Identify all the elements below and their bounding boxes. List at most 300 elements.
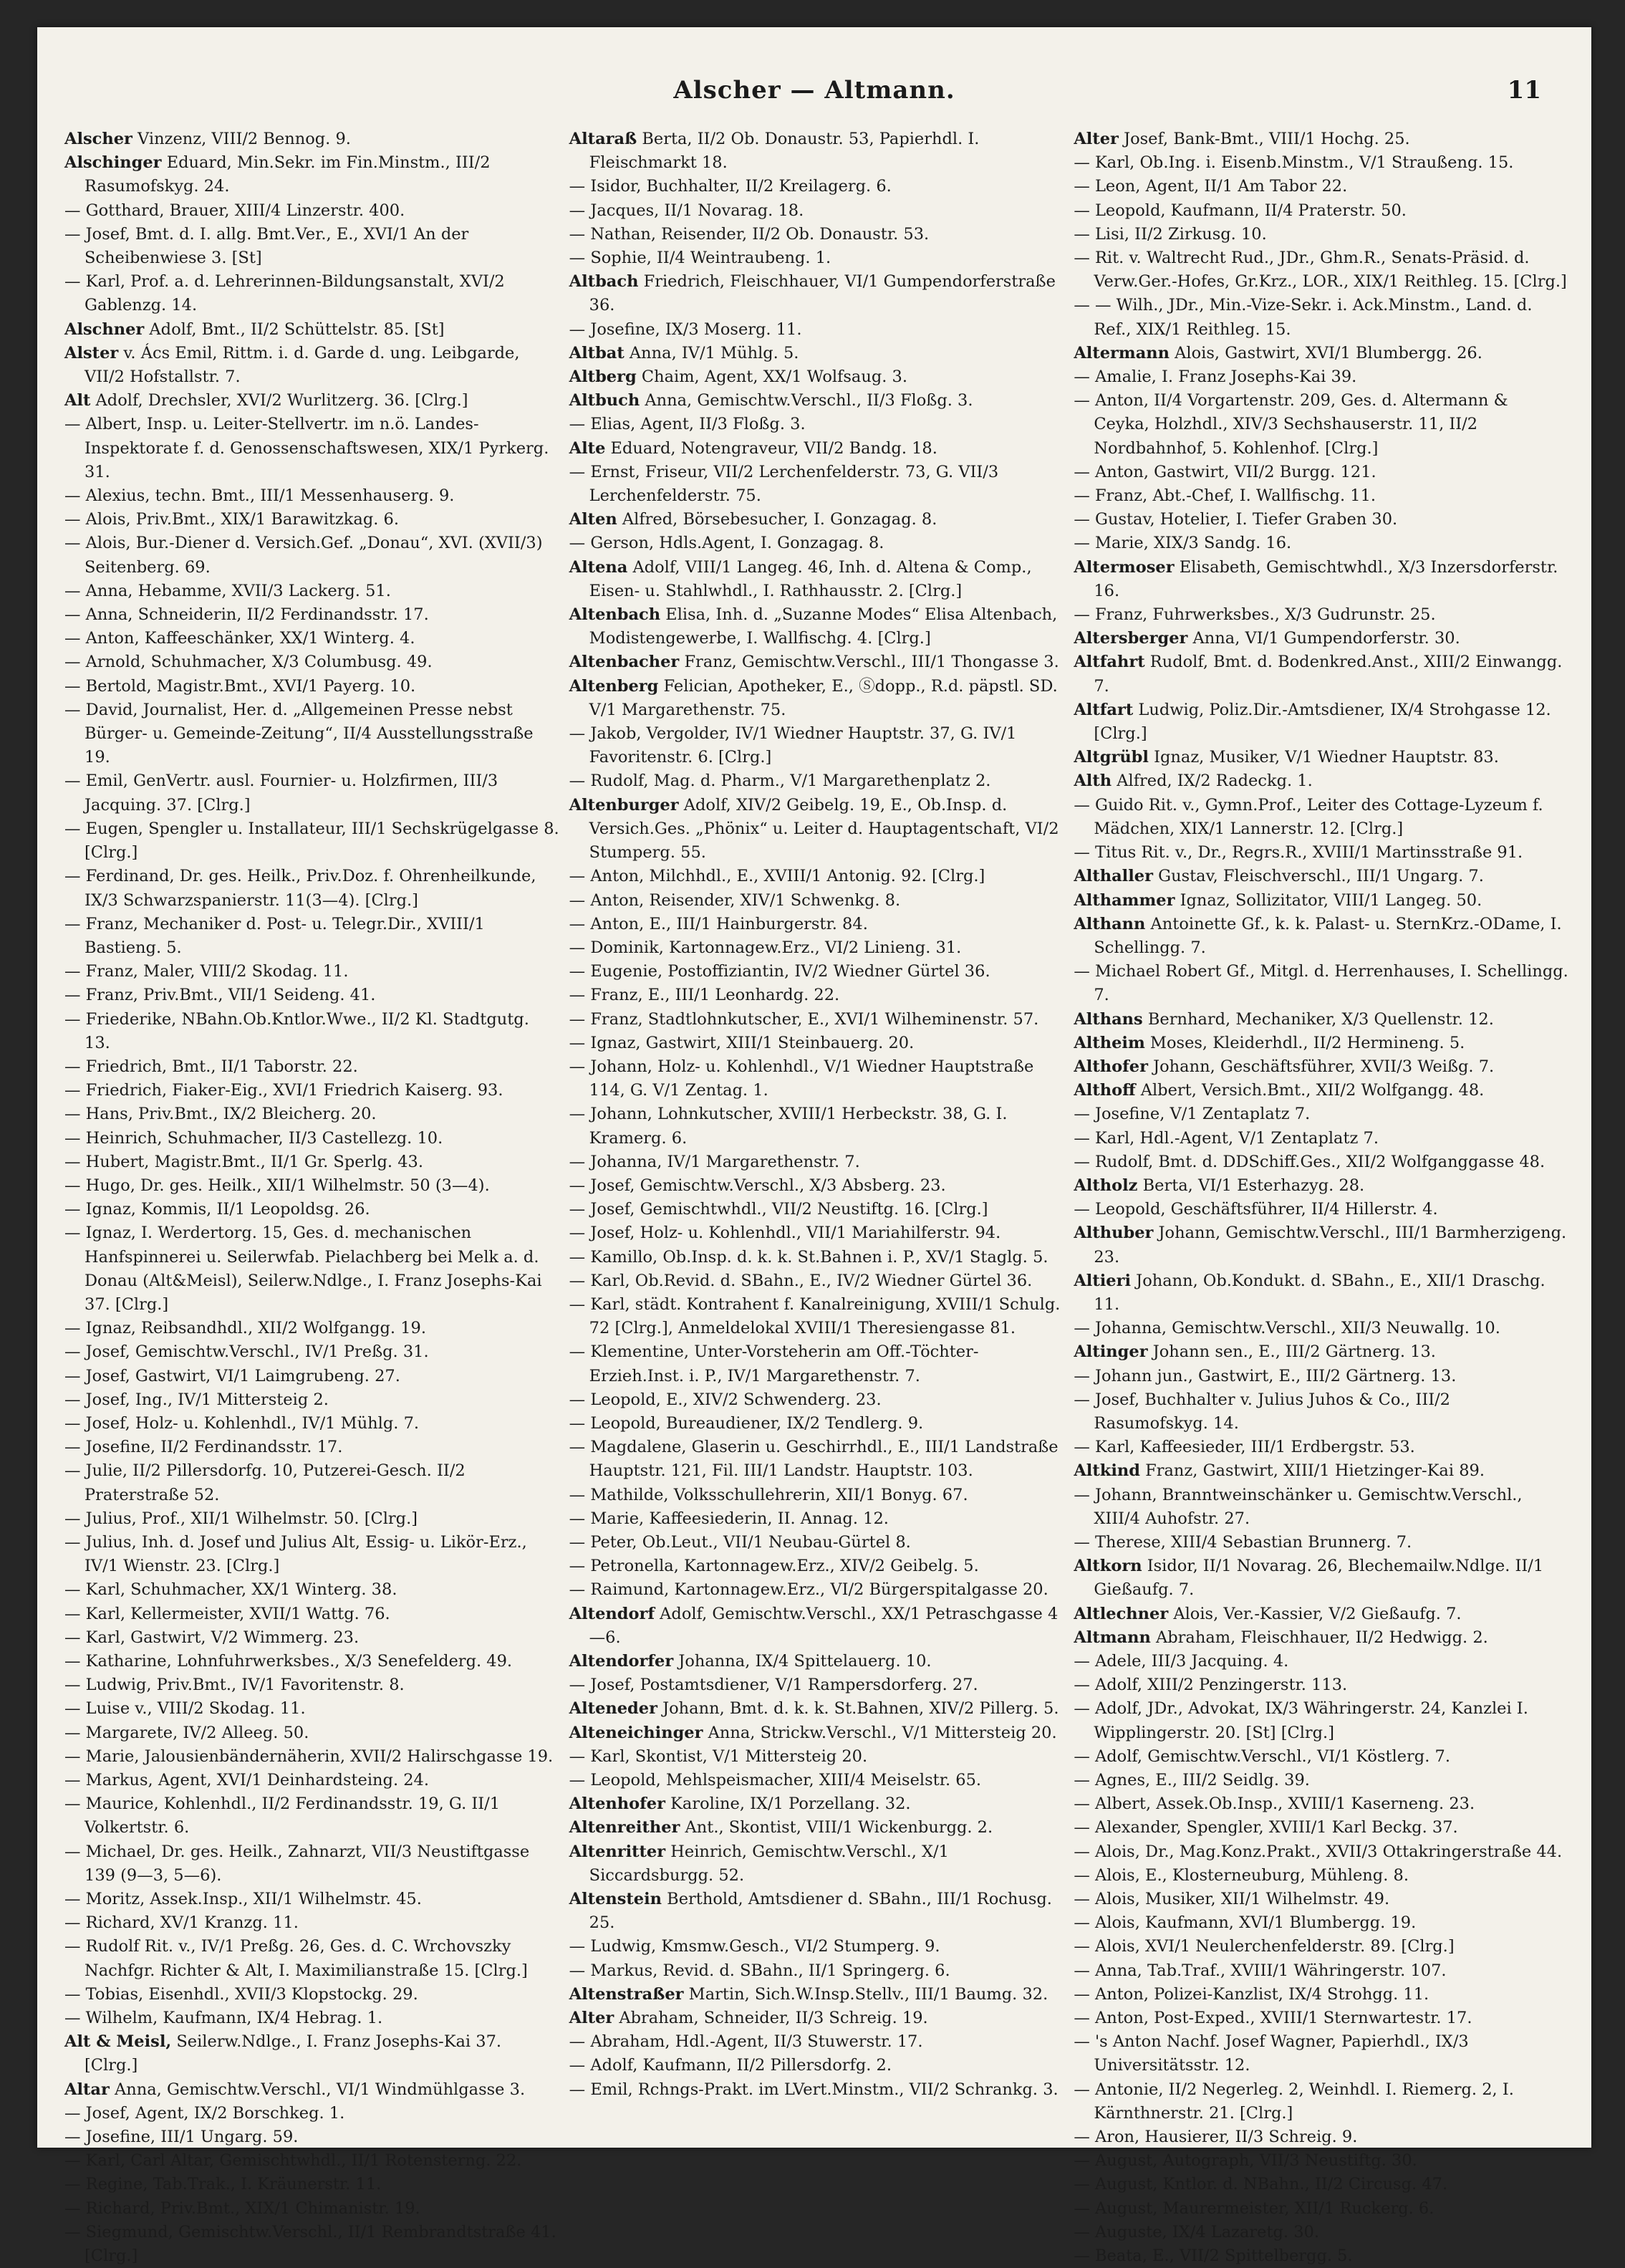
- directory-entry: [1074, 2078, 1568, 2125]
- directory-entry: [1074, 1745, 1568, 1769]
- entry-details: — Regine, Tab.Trak., I. Kräunerstr. 11.: [64, 2175, 382, 2194]
- entry-details: Berthold, Amtsdiener d. SBahn., III/1 Rochusg. 25.: [589, 1890, 1052, 1933]
- directory-entry: [569, 1555, 1064, 1578]
- entry-details: — Josefine, III/1 Ungarg. 59.: [64, 2128, 299, 2147]
- directory-entry: [64, 1459, 559, 1507]
- entry-surname: Alth: [1074, 772, 1112, 791]
- directory-entry: [1074, 1888, 1568, 1911]
- directory-entry: [569, 556, 1064, 603]
- entry-details: — Anna, Schneiderin, II/2 Ferdinandsstr. 17.: [64, 605, 429, 625]
- directory-entry: [569, 342, 1064, 365]
- directory-entry: [1074, 913, 1568, 960]
- directory-entry: [569, 1603, 1064, 1650]
- directory-entry: [569, 769, 1064, 793]
- entry-surname: Altbat: [569, 343, 625, 362]
- directory-entry: [1074, 389, 1568, 461]
- entry-details: — Ferdinand, Dr. ges. Heilk., Priv.Doz. f. Ohrenheilkunde, IX/3 Schwarzspanierstr. 11(3—4). [Clrg.]: [64, 867, 536, 910]
- entry-details: — Beata, E., VII/2 Spittelbergg. 5.: [1074, 2247, 1353, 2266]
- entry-details: — Alois, Priv.Bmt., XIX/1 Barawitzkag. 6.: [64, 510, 400, 529]
- directory-column-2: [569, 128, 1064, 2126]
- entry-details: Johann, Ob.Kondukt. d. SBahn., E., XII/1 Draschg. 11.: [1094, 1271, 1546, 1314]
- entry-surname: Altendorf: [569, 1604, 655, 1623]
- directory-entry: [1074, 1673, 1568, 1697]
- directory-entry: [569, 603, 1064, 650]
- directory-entry: [569, 913, 1064, 936]
- directory-entry: [64, 1983, 559, 2007]
- entry-details: Anna, IV/1 Mühlg. 5.: [624, 343, 799, 362]
- entry-details: — Klementine, Unter-Vorsteherin am Off.-Töchter-Erzieh.Inst. i. P., IV/1 Margarethenstr. 7.: [569, 1342, 979, 1385]
- directory-entry: [569, 1769, 1064, 1792]
- entry-details: — Richard, XV/1 Kranzg. 11.: [64, 1913, 299, 1933]
- entry-details: — Karl, Ob.Revid. d. SBahn., E., IV/2 Wiedner Gürtel 36.: [569, 1271, 1033, 1290]
- directory-entry: [1074, 1769, 1568, 1792]
- directory-entry: [1074, 151, 1568, 175]
- entry-details: — Franz, Mechaniker d. Post- u. Telegr.Dir., XVIII/1 Bastieng. 5.: [64, 914, 485, 957]
- directory-entry: [64, 1745, 559, 1769]
- directory-entry: [64, 2007, 559, 2030]
- entry-details: — Arnold, Schuhmacher, X/3 Columbusg. 49.: [64, 653, 433, 672]
- entry-details: — Karl, Ob.Ing. i. Eisenb.Minstm., V/1 Straußeng. 15.: [1074, 153, 1514, 173]
- entry-details: — Albert, Insp. u. Leiter-Stellvertr. im n.ö. Landes-Inspektorate f. d. Genossenschaftswesen, XIX/1 Pyrkerg. 31.: [64, 415, 549, 481]
- page-number: 11: [1507, 76, 1541, 105]
- entry-details: Bernhard, Mechaniker, X/3 Quellenstr. 12.: [1142, 1009, 1494, 1029]
- entry-details: — Karl, städt. Kontrahent f. Kanalreinigung, XVIII/1 Schulg. 72 [Clrg.], Anmeldelokal XVIII/1 Theresiengasse 81.: [569, 1294, 1061, 1338]
- directory-entry: [1074, 1531, 1568, 1555]
- entry-details: — Johann jun., Gastwirt, E., III/2 Gärtnerg. 13.: [1074, 1366, 1457, 1385]
- directory-entry: [64, 1935, 559, 1982]
- directory-entry: [569, 1745, 1064, 1769]
- directory-entry: [1074, 1174, 1568, 1198]
- entry-details: — Gerson, Hdls.Agent, I. Gonzagag. 8.: [569, 534, 884, 553]
- directory-entry: [1074, 2244, 1568, 2268]
- directory-entry: [1074, 1032, 1568, 1055]
- entry-surname: Alscher: [64, 130, 132, 148]
- entry-details: — Ignaz, I. Werdertorg. 15, Ges. d. mechanischen Hanfspinnerei u. Seilerwfab. Pielachberg bei Melk a. d. Donau (Alt&Meisl), Seilerw.Ndlge., I. Franz Josephs-Kai 37. [Clrg.]: [64, 1224, 542, 1314]
- directory-entry: [64, 508, 559, 532]
- entry-details: — Julie, II/2 Pillersdorfg. 10, Putzerei-Gesch. II/2 Praterstraße 52.: [64, 1461, 466, 1504]
- directory-entry: [569, 1697, 1064, 1721]
- entry-details: — Franz, Maler, VIII/2 Skodag. 11.: [64, 962, 349, 981]
- directory-entry: [1074, 1340, 1568, 1364]
- entry-surname: Alten: [569, 510, 617, 529]
- entry-surname: Altendorfer: [569, 1652, 674, 1671]
- directory-entry: [569, 365, 1064, 389]
- entry-details: — Adolf, Kaufmann, II/2 Pillersdorfg. 2.: [569, 2056, 892, 2075]
- directory-entry: [64, 1888, 559, 1911]
- directory-entry: [64, 270, 559, 317]
- directory-entry: [1074, 841, 1568, 865]
- directory-entry: [1074, 1983, 1568, 2007]
- entry-details: — Luise v., VIII/2 Skodag. 11.: [64, 1699, 306, 1719]
- directory-entry: [569, 1721, 1064, 1745]
- directory-entry: [569, 246, 1064, 270]
- entry-details: — Ignaz, Reibsandhdl., XII/2 Wolfgangg. 19.: [64, 1319, 426, 1338]
- entry-details: — Marie, Kaffeesiederin, II. Annag. 12.: [569, 1509, 889, 1528]
- entry-surname: Altinger: [1074, 1342, 1148, 1362]
- directory-entry: [64, 650, 559, 674]
- directory-entry: [1074, 1008, 1568, 1032]
- directory-entry: [569, 532, 1064, 555]
- entry-details: — Auguste, IX/4 Lazaretg. 30.: [1074, 2222, 1320, 2241]
- directory-entry: [64, 1412, 559, 1436]
- directory-entry: [569, 936, 1064, 960]
- entry-details: — Rudolf, Mag. d. Pharm., V/1 Margarethenplatz 2.: [569, 772, 991, 791]
- directory-entry: [64, 1840, 559, 1888]
- entry-details: — Julius, Prof., XII/1 Wilhelmstr. 50. [Clrg.]: [64, 1509, 418, 1528]
- entry-details: Ignaz, Musiker, V/1 Wiedner Hauptstr. 83.: [1148, 748, 1499, 767]
- entry-details: — Leon, Agent, II/1 Am Tabor 22.: [1074, 177, 1348, 196]
- entry-details: — Josef, Buchhalter v. Julius Juhos & Co., III/2 Rasumofskyg. 14.: [1074, 1390, 1450, 1433]
- directory-entry: [64, 1697, 559, 1721]
- entry-details: — Lisi, II/2 Zirkusg. 10.: [1074, 224, 1267, 244]
- directory-entry: [1074, 1959, 1568, 1983]
- directory-entry: [1074, 1697, 1568, 1744]
- directory-entry: [1074, 1864, 1568, 1888]
- entry-details: — Anton, Post-Exped., XVIII/1 Sternwartestr. 17.: [1074, 2009, 1472, 2028]
- directory-entry: [569, 1246, 1064, 1269]
- entry-surname: Alter: [569, 2009, 614, 2028]
- directory-entry: [569, 1198, 1064, 1221]
- directory-entry: [1074, 2221, 1568, 2244]
- directory-entry: [569, 1340, 1064, 1388]
- directory-entry: [569, 2030, 1064, 2054]
- entry-details: Adolf, VIII/1 Langeg. 46, Inh. d. Altena & Comp., Eisen- u. Stahlwhdl., I. Rathhausstr. 2. [Clrg.]: [589, 557, 1032, 600]
- directory-entry: [64, 984, 559, 1007]
- directory-entry: [1074, 2007, 1568, 2030]
- entry-details: — Mathilde, Volksschullehrerin, XII/1 Bonyg. 67.: [569, 1485, 968, 1504]
- entry-details: Berta, VI/1 Esterhazyg. 28.: [1137, 1176, 1365, 1195]
- entry-details: Johann, Geschäftsführer, XVII/3 Weißg. 7.: [1147, 1057, 1495, 1076]
- directory-entry: [64, 913, 559, 960]
- entry-details: — Anton, Gastwirt, VII/2 Burgg. 121.: [1074, 462, 1376, 481]
- directory-entry: [1074, 1102, 1568, 1126]
- entry-details: — Ludwig, Priv.Bmt., IV/1 Favoritenstr. 8.: [64, 1676, 405, 1695]
- entry-details: Chaim, Agent, XX/1 Wolfsaug. 3.: [636, 367, 908, 387]
- directory-entry: [569, 1840, 1064, 1888]
- entry-details: Gustav, Fleischverschl., III/1 Ungarg. 7.: [1152, 867, 1484, 886]
- directory-entry: [1074, 1055, 1568, 1079]
- entry-details: — Friedrich, Bmt., II/1 Taborstr. 22.: [64, 1057, 358, 1076]
- directory-entry: [569, 1578, 1064, 1602]
- entry-details: — Hans, Priv.Bmt., IX/2 Bleicherg. 20.: [64, 1105, 377, 1124]
- directory-entry: [1074, 1459, 1568, 1483]
- directory-entry: [64, 2078, 559, 2102]
- entry-details: Antoinette Gf., k. k. Palast- u. SternKrz.-ODame, I. Schellingg. 7.: [1094, 914, 1562, 957]
- directory-entry: [569, 865, 1064, 888]
- entry-details: — August, Autograph, VII/3 Neustiftg. 30.: [1074, 2151, 1417, 2171]
- entry-details: Anna, Gemischtw.Verschl., VI/1 Windmühlgasse 3.: [109, 2080, 526, 2099]
- entry-details: — Anton, Milchhdl., E., XVIII/1 Antonig. 92. [Clrg.]: [569, 867, 985, 886]
- entry-surname: Altbuch: [569, 391, 640, 410]
- entry-details: — Alois, E., Klosterneuburg, Mühleng. 8.: [1074, 1865, 1409, 1885]
- entry-details: — Adolf, Gemischtw.Verschl., VI/1 Köstlerg. 7.: [1074, 1746, 1450, 1766]
- entry-details: — Josef, Bmt. d. I. allg. Bmt.Ver., E., XVI/1 An der Scheibenwiese 3. [St]: [64, 224, 469, 268]
- entry-details: Elisa, Inh. d. „Suzanne Modes“ Elisa Altenbach, Modistengewerbe, I. Wallfischg. 4. [Clrg.]: [589, 605, 1058, 648]
- entry-surname: Althans: [1074, 1009, 1143, 1029]
- entry-surname: Altena: [569, 557, 628, 577]
- entry-details: — Anna, Hebamme, XVII/3 Lackerg. 51.: [64, 581, 391, 600]
- entry-details: Heinrich, Gemischtw.Verschl., X/1 Siccardsburgg. 52.: [589, 1842, 949, 1885]
- directory-entry: [1074, 508, 1568, 532]
- entry-details: Alfred, IX/2 Radeckg. 1.: [1112, 772, 1313, 791]
- running-title: Alscher — Altmann.: [673, 76, 955, 105]
- directory-entry: [64, 532, 559, 579]
- entry-details: — Josef, Gemischtw.Verschl., X/3 Absberg. 23.: [569, 1176, 946, 1195]
- entry-details: — Rudolf, Bmt. d. DDSchiff.Ges., XII/2 Wolfganggasse 48.: [1074, 1152, 1546, 1171]
- directory-entry: [64, 1008, 559, 1055]
- directory-entry: [1074, 1840, 1568, 1864]
- entry-surname: Altberg: [569, 367, 637, 387]
- directory-entry: [1074, 342, 1568, 365]
- entry-details: — Franz, E., III/1 Leonhardg. 22.: [569, 986, 840, 1005]
- directory-entry: [1074, 2197, 1568, 2221]
- entry-surname: Altermann: [1074, 343, 1170, 362]
- entry-details: — Josef, Postamtsdiener, V/1 Rampersdorferg. 27.: [569, 1676, 978, 1695]
- entry-details: Franz, Gastwirt, XIII/1 Hietzinger-Kai 89.: [1139, 1461, 1485, 1481]
- entry-details: — Dominik, Kartonnagew.Erz., VI/2 Linieng. 31.: [569, 938, 962, 957]
- directory-entry: [1074, 1221, 1568, 1269]
- directory-entry: [569, 650, 1064, 674]
- entry-details: — Petronella, Kartonnagew.Erz., XIV/2 Geibelg. 5.: [569, 1557, 979, 1576]
- directory-entry: [1074, 1935, 1568, 1959]
- directory-entry: [1074, 1911, 1568, 1935]
- directory-entry: [1074, 294, 1568, 341]
- directory-entry: [569, 1102, 1064, 1150]
- directory-entry: [64, 1102, 559, 1126]
- directory-entry: [64, 128, 559, 151]
- entry-details: — Karl, Hdl.-Agent, V/1 Zentaplatz 7.: [1074, 1128, 1379, 1148]
- entry-surname: Altenburger: [569, 795, 679, 815]
- directory-entry: [569, 1792, 1064, 1816]
- entry-details: — Wilhelm, Kaufmann, IX/4 Hebrag. 1.: [64, 2009, 383, 2028]
- directory-entry: [1074, 1603, 1568, 1626]
- entry-surname: Althoff: [1074, 1081, 1136, 1100]
- directory-entry: [1074, 461, 1568, 484]
- entry-details: — 's Anton Nachf. Josef Wagner, Papierhdl., IX/3 Universitätsstr. 12.: [1074, 2032, 1469, 2075]
- directory-entry: [64, 698, 559, 770]
- entry-details: — Amalie, I. Franz Josephs-Kai 39.: [1074, 367, 1357, 387]
- entry-details: Adolf, Gemischtw.Verschl., XX/1 Petraschgasse 4—6.: [589, 1604, 1059, 1647]
- entry-details: — Heinrich, Schuhmacher, II/3 Castellezg. 10.: [64, 1128, 443, 1148]
- directory-entry: [1074, 1650, 1568, 1673]
- entry-details: — Josef, Gastwirt, VI/1 Laimgrubeng. 27.: [64, 1366, 400, 1385]
- entry-details: — Karl, Gastwirt, V/2 Wimmerg. 23.: [64, 1628, 360, 1647]
- directory-entry: [1074, 603, 1568, 627]
- directory-entry: [64, 675, 559, 698]
- directory-entry: [569, 175, 1064, 198]
- entry-details: Rudolf, Bmt. d. Bodenkred.Anst., XIII/2 Einwangg. 7.: [1094, 653, 1563, 696]
- directory-entry: [1074, 223, 1568, 246]
- entry-details: Ludwig, Poliz.Dir.-Amtsdiener, IX/4 Strohgasse 12. [Clrg.]: [1094, 700, 1551, 744]
- directory-entry: [569, 1650, 1064, 1673]
- directory-entry: [569, 1531, 1064, 1555]
- entry-surname: Althuber: [1074, 1224, 1154, 1243]
- directory-entry: [1074, 556, 1568, 603]
- entry-details: Vinzenz, VIII/2 Bennog. 9.: [132, 130, 351, 148]
- entry-surname: Altmann: [1074, 1628, 1151, 1647]
- directory-entry: [569, 2054, 1064, 2077]
- directory-entry: [64, 1436, 559, 1459]
- directory-entry: [64, 769, 559, 817]
- entry-details: — Johann, Holz- u. Kohlenhdl., V/1 Wiedner Hauptstraße 114, G. V/1 Zentag. 1.: [569, 1057, 1034, 1100]
- directory-entry: [1074, 769, 1568, 793]
- entry-details: — Karl, Schuhmacher, XX/1 Winterg. 38.: [64, 1580, 397, 1600]
- entry-surname: Altenhofer: [569, 1794, 665, 1814]
- directory-entry: [64, 865, 559, 912]
- directory-entry: [64, 1150, 559, 1174]
- entry-details: — Ignaz, Gastwirt, XIII/1 Steinbauerg. 20.: [569, 1033, 915, 1052]
- directory-entry: [1074, 865, 1568, 888]
- directory-column-3: [1074, 128, 1568, 2266]
- directory-entry: [569, 1436, 1064, 1483]
- entry-surname: Altenbach: [569, 605, 661, 625]
- entry-details: — David, Journalist, Her. d. „Allgemeinen Presse nebst Bürger- u. Gemeinde-Zeitung“, II/4 Ausstellungsstraße 19.: [64, 700, 534, 767]
- entry-details: Anna, Strickw.Verschl., V/1 Mittersteig 20.: [703, 1723, 1057, 1742]
- entry-details: Adolf, XIV/2 Geibelg. 19, E., Ob.Insp. d. Versich.Ges. „Phönix“ u. Leiter d. Hauptagentschaft, VI/2 Stumperg. 55.: [589, 795, 1059, 862]
- entry-details: — Marie, XIX/3 Sandg. 16.: [1074, 534, 1292, 553]
- directory-entry: [64, 1507, 559, 1531]
- entry-surname: Alt: [64, 391, 91, 410]
- entry-details: — Peter, Ob.Leut., VII/1 Neubau-Gürtel 8.: [569, 1532, 911, 1552]
- entry-surname: Althofer: [1074, 1057, 1148, 1076]
- entry-details: Martin, Sich.W.Insp.Stellv., III/1 Baumg. 32.: [683, 1984, 1048, 2004]
- directory-entry: [1074, 794, 1568, 841]
- entry-details: — Adolf, XIII/2 Penzingerstr. 113.: [1074, 1676, 1348, 1695]
- entry-surname: Altbach: [569, 272, 639, 292]
- directory-entry: [64, 2173, 559, 2196]
- directory-entry: [1074, 199, 1568, 223]
- directory-entry: [569, 1959, 1064, 1983]
- entry-details: Eduard, Min.Sekr. im Fin.Minstm., III/2 Rasumofskyg. 24.: [85, 153, 491, 196]
- directory-entry: [64, 2149, 559, 2173]
- directory-entry: [569, 984, 1064, 1007]
- entry-details: — Ignaz, Kommis, II/1 Leopoldsg. 26.: [64, 1200, 370, 1219]
- directory-entry: [64, 1317, 559, 1340]
- entry-details: Alois, Ver.-Kassier, V/2 Gießaufg. 7.: [1168, 1604, 1462, 1623]
- entry-details: Abraham, Schneider, II/3 Schreig. 19.: [614, 2009, 928, 2028]
- directory-entry: [569, 223, 1064, 246]
- entry-details: — Friedrich, Fiaker-Eig., XVI/1 Friedrich Kaiserg. 93.: [64, 1081, 503, 1100]
- directory-entry: [64, 627, 559, 650]
- entry-details: — Karl, Prof. a. d. Lehrerinnen-Bildungsanstalt, XVI/2 Gablenzg. 14.: [64, 272, 505, 315]
- entry-details: — Leopold, E., XIV/2 Schwenderg. 23.: [569, 1390, 882, 1409]
- directory-entry: [569, 413, 1064, 436]
- entry-details: — Richard, Priv.Bmt., XIX/1 Chimanistr. 19.: [64, 2199, 420, 2218]
- directory-entry: [64, 199, 559, 223]
- entry-details: Adolf, Bmt., II/2 Schüttelstr. 85. [St]: [144, 319, 445, 339]
- entry-details: Johanna, IX/4 Spittelauerg. 10.: [673, 1652, 932, 1671]
- directory-entry: [64, 1911, 559, 1935]
- directory-entry: [569, 1816, 1064, 1840]
- entry-surname: Altersberger: [1074, 629, 1188, 648]
- entry-details: Franz, Gemischtw.Verschl., III/1 Thongasse 3.: [679, 653, 1059, 672]
- entry-details: — Moritz, Assek.Insp., XII/1 Wilhelmstr. 45.: [64, 1890, 422, 1909]
- entry-details: — Franz, Fuhrwerksbes., X/3 Gudrunstr. 25.: [1074, 605, 1436, 625]
- entry-details: Anna, Gemischtw.Verschl., II/3 Floßg. 3.: [640, 391, 973, 410]
- entry-details: Adolf, Drechsler, XVI/2 Wurlitzerg. 36. [Clrg.]: [90, 391, 468, 410]
- directory-entry: [1074, 2149, 1568, 2173]
- entry-details: — Markus, Agent, XVI/1 Deinhardsteing. 24.: [64, 1771, 430, 1790]
- entry-details: Johann, Bmt. d. k. k. St.Bahnen, XIV/2 Pillerg. 5.: [657, 1699, 1059, 1719]
- directory-entry: [569, 1293, 1064, 1340]
- entry-details: Alois, Gastwirt, XVI/1 Blumbergg. 26.: [1170, 343, 1482, 362]
- entry-details: — Leopold, Kaufmann, II/4 Praterstr. 50.: [1074, 201, 1407, 220]
- directory-entry: [569, 1008, 1064, 1032]
- entry-surname: Alschner: [64, 319, 145, 339]
- directory-entry: [64, 817, 559, 865]
- entry-details: Eduard, Notengraveur, VII/2 Bandg. 18.: [605, 438, 937, 458]
- directory-entry: [569, 960, 1064, 984]
- directory-entry: [64, 1127, 559, 1150]
- entry-surname: Altieri: [1074, 1271, 1132, 1290]
- directory-column-1: [64, 128, 559, 2266]
- directory-entry: [64, 1079, 559, 1102]
- entry-details: — Titus Rit. v., Dr., Regrs.R., XVIII/1 Martinsstraße 91.: [1074, 843, 1523, 862]
- directory-entry: [1074, 1269, 1568, 1317]
- entry-details: — Magdalene, Glaserin u. Geschirrhdl., E., III/1 Landstraße Hauptstr. 121, Fil. III/1 Landstr. Hauptstr. 103.: [569, 1438, 1059, 1481]
- entry-details: — Alexius, techn. Bmt., III/1 Messenhauserg. 9.: [64, 486, 455, 506]
- entry-details: — Isidor, Buchhalter, II/2 Kreilagerg. 6.: [569, 177, 892, 196]
- entry-details: — Julius, Inh. d. Josef und Julius Alt, Essig- u. Likör-Erz., IV/1 Wienstr. 23. [Clrg.]: [64, 1532, 527, 1576]
- entry-details: Albert, Versich.Bmt., XII/2 Wolfgangg. 48.: [1135, 1081, 1485, 1100]
- entry-surname: Altkorn: [1074, 1557, 1142, 1576]
- directory-entry: [1074, 889, 1568, 913]
- entry-details: — Gustav, Hotelier, I. Tiefer Graben 30.: [1074, 510, 1398, 529]
- entry-details: Felician, Apotheker, E., Ⓢdopp., R.d. päpstl. SD. V/1 Margarethenstr. 75.: [589, 676, 1058, 719]
- entry-details: — Anton, Polizei-Kanzlist, IX/4 Strohgg. 11.: [1074, 1984, 1429, 2004]
- directory-entry: [64, 318, 559, 342]
- entry-details: — Adele, III/3 Jacquing. 4.: [1074, 1652, 1289, 1671]
- entry-details: — Sophie, II/4 Weintraubeng. 1.: [569, 249, 831, 268]
- entry-details: Abraham, Fleischhauer, II/2 Hedwigg. 2.: [1150, 1628, 1488, 1647]
- entry-details: — Rit. v. Waltrecht Rud., JDr., Ghm.R., Senats-Präsid. d. Verw.Ger.-Hofes, Gr.Krz., LOR., XIX/1 Reithleg. 15. [Clrg.]: [1074, 249, 1567, 292]
- directory-entry: [1074, 698, 1568, 746]
- directory-entry: [1074, 650, 1568, 698]
- entry-details: — Marie, Jalousienbändernäherin, XVII/2 Halirschgasse 19.: [64, 1746, 554, 1766]
- entry-surname: Altenstraßer: [569, 1984, 684, 2004]
- directory-entry: [64, 1650, 559, 1673]
- directory-entry: [569, 1484, 1064, 1507]
- entry-details: — Michael Robert Gf., Mitgl. d. Herrenhauses, I. Schellingg. 7.: [1074, 962, 1568, 1005]
- entry-details: — Franz, Abt.-Chef, I. Wallfischg. 11.: [1074, 486, 1376, 506]
- entry-details: — Alois, XVI/1 Neulerchenfelderstr. 89. [Clrg.]: [1074, 1937, 1455, 1956]
- directory-entry: [1074, 484, 1568, 508]
- entry-details: — Anton, Reisender, XIV/1 Schwenkg. 8.: [569, 890, 901, 910]
- directory-entry: [1074, 1127, 1568, 1150]
- entry-details: — Leopold, Bureaudiener, IX/2 Tendlerg. 9.: [569, 1413, 924, 1433]
- entry-surname: Alte: [569, 438, 606, 458]
- entry-surname: Altfahrt: [1074, 653, 1145, 672]
- entry-details: — Johanna, IV/1 Margarethenstr. 7.: [569, 1152, 860, 1171]
- directory-entry: [569, 1888, 1064, 1935]
- entry-details: — Alois, Bur.-Diener d. Versich.Gef. „Donau“, XVI. (XVII/3) Seitenberg. 69.: [64, 534, 543, 577]
- directory-entry: [64, 1769, 559, 1792]
- entry-details: — Leopold, Geschäftsführer, II/4 Hillerstr. 4.: [1074, 1200, 1438, 1219]
- entry-surname: Altaraß: [569, 130, 637, 148]
- entry-details: — Friederike, NBahn.Ob.Kntlor.Wwe., II/2 Kl. Stadtgutg. 13.: [64, 1009, 529, 1052]
- directory-entry: [64, 2030, 559, 2077]
- entry-details: — Aron, Hausierer, II/3 Schreig. 9.: [1074, 2128, 1358, 2147]
- directory-entry: [569, 722, 1064, 769]
- entry-details: — Emil, Rchngs-Prakt. im LVert.Minstm., VII/2 Schrankg. 3.: [569, 2080, 1059, 2099]
- entry-details: — — Wilh., JDr., Min.-Vize-Sekr. i. Ack.Minstm., Land. d. Ref., XIX/1 Reithleg. 15.: [1074, 296, 1533, 339]
- directory-entry: [1074, 1079, 1568, 1102]
- directory-entry: [1074, 1365, 1568, 1388]
- entry-surname: Altermoser: [1074, 557, 1175, 577]
- entry-details: Friedrich, Fleischhauer, VI/1 Gumpendorferstraße 36.: [589, 272, 1056, 315]
- entry-details: — Adolf, JDr., Advokat, IX/3 Währingerstr. 24, Kanzlei I. Wipplingerstr. 20. [St] [Clrg.]: [1074, 1699, 1528, 1742]
- entry-surname: Alteneichinger: [569, 1723, 703, 1742]
